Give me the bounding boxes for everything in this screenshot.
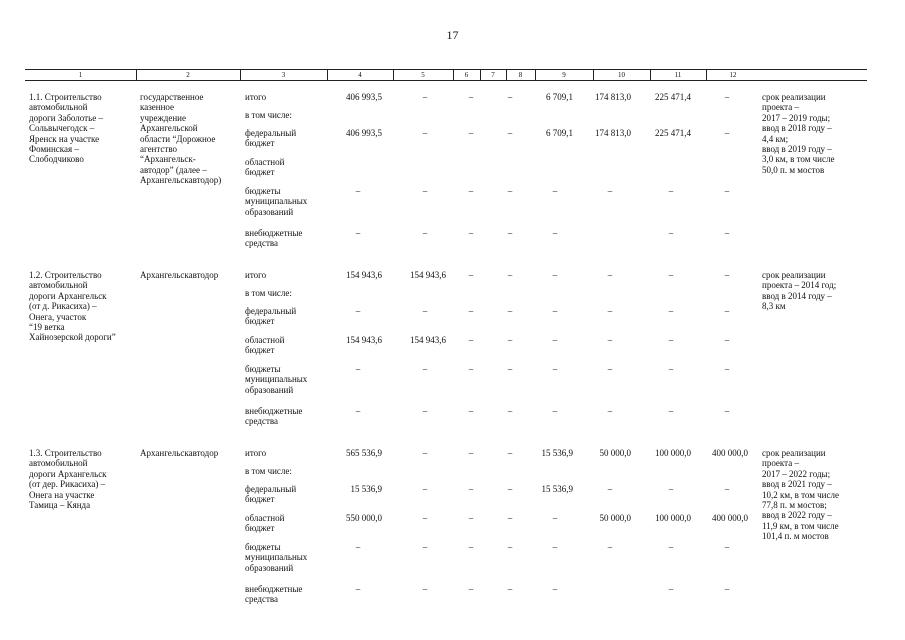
amount-cell: – <box>468 406 474 416</box>
funding-source-label: итого <box>245 270 267 280</box>
amount-cell: – <box>552 186 558 196</box>
column-divider <box>706 70 707 80</box>
funding-source-label: в том числе: <box>245 110 292 120</box>
amount-cell: – <box>668 484 674 494</box>
amount-cell: 400 000,0 <box>712 513 748 523</box>
amount-cell: 15 536,9 <box>350 484 382 494</box>
amount-cell: – <box>468 92 474 102</box>
amount-cell: – <box>422 228 428 238</box>
amount-cell: – <box>607 306 613 316</box>
column-divider <box>136 70 137 80</box>
column-divider <box>327 70 328 80</box>
amount-cell: – <box>422 513 428 523</box>
funding-source-label: бюджеты муниципальных образований <box>245 542 308 573</box>
amount-cell: – <box>468 306 474 316</box>
amount-cell: – <box>724 186 730 196</box>
amount-cell: – <box>422 484 428 494</box>
amount-cell: – <box>507 406 513 416</box>
amount-cell: 174 813,0 <box>595 92 631 102</box>
amount-cell: 406 993,5 <box>346 92 382 102</box>
column-header-10: 10 <box>618 71 625 79</box>
amount-cell: 15 536,9 <box>541 448 573 458</box>
amount-cell: 6 709,1 <box>546 92 573 102</box>
amount-cell: 154 943,6 <box>346 270 382 280</box>
column-header-9: 9 <box>562 71 566 79</box>
column-divider <box>240 70 241 80</box>
amount-cell: – <box>668 306 674 316</box>
amount-cell: – <box>668 542 674 552</box>
amount-cell: – <box>468 364 474 374</box>
project-note: срок реализации проекта – 2014 год; ввод в 2014 году – 8,3 км <box>762 270 837 312</box>
funding-source-label: федеральный бюджет <box>245 128 297 149</box>
amount-cell: – <box>607 270 613 280</box>
amount-cell: – <box>507 584 513 594</box>
amount-cell: – <box>668 186 674 196</box>
amount-cell: – <box>668 364 674 374</box>
project-executor: Архангельскавтодор <box>140 448 219 458</box>
amount-cell: – <box>507 484 513 494</box>
column-header-2: 2 <box>186 71 190 79</box>
funding-source-label: федеральный бюджет <box>245 484 297 505</box>
amount-cell: – <box>507 335 513 345</box>
amount-cell: – <box>507 542 513 552</box>
project-name: 1.1. Строительство автомобильной дороги Заболотье – Сольвычегодск – Яренск на участке Фоминская – Слободчиково <box>29 92 103 165</box>
column-divider <box>506 70 507 80</box>
amount-cell: – <box>355 228 361 238</box>
funding-source-label: внебюджетные средства <box>245 406 303 427</box>
column-divider <box>453 70 454 80</box>
amount-cell: 154 943,6 <box>410 335 446 345</box>
amount-cell: – <box>607 542 613 552</box>
amount-cell: – <box>552 228 558 238</box>
funding-source-label: бюджеты муниципальных образований <box>245 364 308 395</box>
column-header-8: 8 <box>518 71 523 79</box>
amount-cell: 154 943,6 <box>346 335 382 345</box>
amount-cell: – <box>724 364 730 374</box>
funding-source-label: внебюджетные средства <box>245 228 303 249</box>
amount-cell: – <box>552 542 558 552</box>
amount-cell: – <box>422 128 428 138</box>
column-divider <box>393 70 394 80</box>
amount-cell: – <box>668 584 674 594</box>
amount-cell: – <box>507 270 513 280</box>
amount-cell: – <box>507 92 513 102</box>
amount-cell: – <box>724 128 730 138</box>
amount-cell: – <box>468 584 474 594</box>
amount-cell: – <box>355 542 361 552</box>
project-executor: Архангельскавтодор <box>140 270 219 280</box>
amount-cell: – <box>507 306 513 316</box>
amount-cell: 6 709,1 <box>546 128 573 138</box>
amount-cell: – <box>507 228 513 238</box>
amount-cell: – <box>355 306 361 316</box>
amount-cell: 15 536,9 <box>541 484 573 494</box>
project-executor: государственное казенное учреждение Архангельской области “Дорожное агентство “Архангельск- автодор” (далее – Архангельскавтодор) <box>140 92 222 186</box>
amount-cell: – <box>607 406 613 416</box>
amount-cell: – <box>422 448 428 458</box>
amount-cell: – <box>507 364 513 374</box>
amount-cell: – <box>724 335 730 345</box>
funding-source-label: бюджеты муниципальных образований <box>245 186 308 217</box>
amount-cell: – <box>607 484 613 494</box>
amount-cell: – <box>507 128 513 138</box>
column-header-3: 3 <box>281 71 286 79</box>
amount-cell: – <box>552 270 558 280</box>
amount-cell: 406 993,5 <box>346 128 382 138</box>
amount-cell: – <box>724 542 730 552</box>
column-header-1: 1 <box>78 71 83 79</box>
amount-cell: 225 471,4 <box>655 92 691 102</box>
amount-cell: – <box>468 270 474 280</box>
funding-source-label: итого <box>245 448 267 458</box>
amount-cell: – <box>422 306 428 316</box>
column-header-7: 7 <box>491 71 495 79</box>
page-number: 17 <box>446 28 459 42</box>
amount-cell: – <box>724 584 730 594</box>
amount-cell: – <box>355 186 361 196</box>
funding-source-label: областной бюджет <box>245 157 285 178</box>
amount-cell: – <box>552 364 558 374</box>
amount-cell: – <box>422 364 428 374</box>
column-divider <box>593 70 594 80</box>
amount-cell: – <box>607 364 613 374</box>
amount-cell: – <box>355 406 361 416</box>
column-header-11: 11 <box>674 71 682 79</box>
amount-cell: – <box>422 186 428 196</box>
amount-cell: – <box>668 406 674 416</box>
amount-cell: – <box>668 228 674 238</box>
amount-cell: – <box>724 406 730 416</box>
amount-cell: – <box>724 228 730 238</box>
amount-cell: 225 471,4 <box>655 128 691 138</box>
amount-cell: 565 536,9 <box>346 448 382 458</box>
amount-cell: – <box>724 92 730 102</box>
project-name: 1.2. Строительство автомобильной дороги Архангельск (от д. Рикасиха) – Онега, участок “19 ветка Хайнозерской дороги” <box>29 270 116 343</box>
amount-cell: 100 000,0 <box>655 513 691 523</box>
funding-source-label: федеральный бюджет <box>245 306 297 327</box>
column-header-12: 12 <box>729 71 737 79</box>
amount-cell: – <box>422 406 428 416</box>
amount-cell: – <box>724 306 730 316</box>
amount-cell: – <box>607 186 613 196</box>
amount-cell: – <box>468 186 474 196</box>
table-header <box>25 69 867 81</box>
amount-cell: – <box>422 92 428 102</box>
amount-cell: – <box>724 270 730 280</box>
amount-cell: – <box>468 228 474 238</box>
amount-cell: 174 813,0 <box>595 128 631 138</box>
project-note: срок реализации проекта – 2017 – 2019 годы; ввод в 2018 году – 4,4 км; ввод в 2019 году – 3,0 км, в том числе 50,0 п. м мостов <box>762 92 835 175</box>
amount-cell: – <box>468 542 474 552</box>
project-note: срок реализации проекта – 2017 – 2022 годы; ввод в 2021 году – 10,2 км, в том числе 77,8 п. м мостов; ввод в 2022 году – 11,9 км, в том числе 101,4 п. м мостов <box>762 448 839 542</box>
amount-cell: – <box>552 306 558 316</box>
amount-cell: 154 943,6 <box>410 270 446 280</box>
amount-cell: – <box>507 448 513 458</box>
amount-cell: – <box>468 513 474 523</box>
amount-cell: – <box>355 364 361 374</box>
funding-source-label: внебюджетные средства <box>245 584 303 605</box>
amount-cell: – <box>507 513 513 523</box>
amount-cell: – <box>607 335 613 345</box>
amount-cell: – <box>724 484 730 494</box>
amount-cell: 400 000,0 <box>712 448 748 458</box>
amount-cell: – <box>552 513 558 523</box>
column-header-6: 6 <box>464 71 469 79</box>
amount-cell: 50 000,0 <box>599 513 631 523</box>
column-divider <box>650 70 651 80</box>
amount-cell: – <box>422 542 428 552</box>
column-divider <box>535 70 536 80</box>
funding-source-label: в том числе: <box>245 288 292 298</box>
funding-source-label: областной бюджет <box>245 335 285 356</box>
amount-cell: – <box>668 270 674 280</box>
amount-cell: – <box>552 584 558 594</box>
column-divider <box>480 70 481 80</box>
amount-cell: – <box>468 335 474 345</box>
funding-source-label: в том числе: <box>245 466 292 476</box>
amount-cell: – <box>552 406 558 416</box>
amount-cell: – <box>507 186 513 196</box>
funding-source-label: итого <box>245 92 267 102</box>
column-header-5: 5 <box>421 71 425 79</box>
project-name: 1.3. Строительство автомобильной дороги Архангельск (от дер. Рикасиха) – Онега на участке Тамица – Кянда <box>29 448 107 511</box>
column-header-4: 4 <box>358 71 362 79</box>
amount-cell: – <box>468 448 474 458</box>
amount-cell: 550 000,0 <box>346 513 382 523</box>
amount-cell: 50 000,0 <box>599 448 631 458</box>
amount-cell: – <box>552 335 558 345</box>
amount-cell: – <box>422 584 428 594</box>
amount-cell: – <box>468 484 474 494</box>
amount-cell: 100 000,0 <box>655 448 691 458</box>
amount-cell: – <box>468 128 474 138</box>
amount-cell: – <box>355 584 361 594</box>
funding-source-label: областной бюджет <box>245 513 285 534</box>
amount-cell: – <box>668 335 674 345</box>
